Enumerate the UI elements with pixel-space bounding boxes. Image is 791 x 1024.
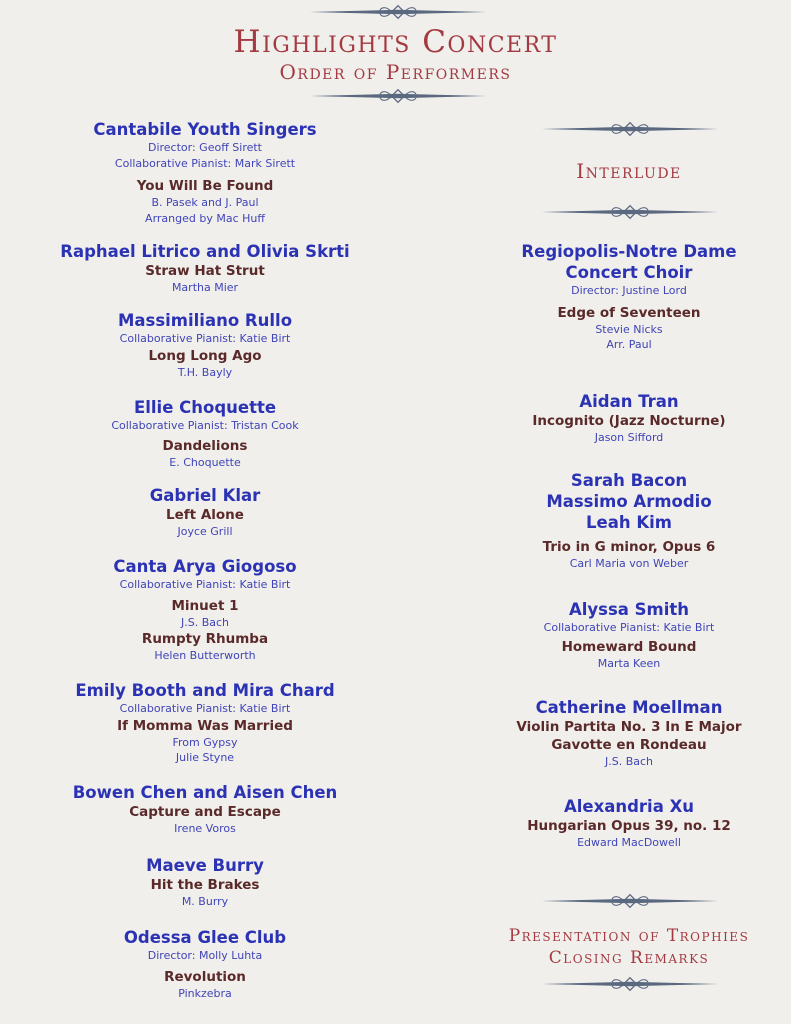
composer-line: B. Pasek and J. Paul [151, 196, 259, 209]
performer-name: Odessa Glee Club [123, 928, 287, 947]
pianist-line: Collaborative Pianist: Mark Sirett [114, 156, 296, 170]
piece-title: Long Long Ago [148, 347, 262, 364]
performer-block [0, 119, 410, 226]
composer-line: Helen Butterworth [154, 649, 256, 662]
piece-title: Trio in G minor, Opus 6 [542, 539, 716, 555]
performer-name: Sarah Bacon [570, 471, 688, 490]
arranger-line: Arr. Paul [606, 338, 652, 351]
performer-name: Raphael Litrico and Olivia Skrti [60, 242, 350, 261]
performer-block [470, 796, 788, 851]
performer-name: Cantabile Youth Singers [93, 120, 317, 139]
piece-title: Capture and Escape [129, 804, 281, 820]
interlude-bottom-ornament-icon [540, 204, 720, 220]
performer-block [0, 310, 410, 380]
performer-name: Alexandria Xu [563, 797, 695, 816]
closing-bottom-ornament-icon [540, 976, 720, 992]
composer-line: T.H. Bayly [177, 365, 233, 379]
performer-block [0, 397, 410, 470]
performer-name: Ellie Choquette [133, 398, 277, 417]
performer-block [0, 782, 410, 837]
work-title: Violin Partita No. 3 In E Major [516, 719, 742, 735]
pianist-line: Collaborative Pianist: Katie Birt [543, 621, 715, 634]
performer-name: Aidan Tran [579, 392, 679, 411]
composer-line: Jason Sifford [594, 431, 664, 444]
pianist-line: Collaborative Pianist: Tristan Cook [111, 419, 299, 432]
piece-title: Incognito (Jazz Nocturne) [532, 413, 726, 429]
performer-block [0, 680, 410, 766]
composer-line: Marta Keen [597, 656, 661, 670]
piece-title: Hungarian Opus 39, no. 12 [527, 818, 731, 834]
performer-name: Leah Kim [586, 513, 672, 532]
pianist-line: Collaborative Pianist: Katie Birt [119, 702, 291, 715]
composer-line: M. Burry [181, 895, 229, 908]
performer-name: Catherine Moellman [535, 698, 723, 717]
arranger-line: Arranged by Mac Huff [145, 211, 265, 225]
performer-name: Canta Arya Giogoso [113, 557, 297, 576]
performer-name: Alyssa Smith [568, 600, 690, 619]
piece-title: Hit the Brakes [150, 877, 260, 893]
director-line: Director: Molly Luhta [147, 949, 263, 962]
concert-title: Highlights Concert [233, 24, 558, 60]
concert-subtitle: Order of Performers [279, 60, 512, 84]
piece-title: Straw Hat Strut [145, 263, 265, 279]
performer-block [0, 855, 410, 910]
composer-line: J.S. Bach [180, 615, 230, 629]
pianist-line: Collaborative Pianist: Katie Birt [119, 578, 291, 591]
performer-block [0, 556, 410, 664]
piece-title: Revolution [164, 968, 246, 985]
performer-block [0, 485, 410, 540]
performer-name: Regiopolis-Notre Dame [521, 242, 737, 261]
composer-line: Edward MacDowell [577, 836, 681, 849]
composer-line: Julie Styne [175, 751, 235, 764]
composer-line: Carl Maria von Weber [569, 557, 689, 570]
piece-title: Minuet 1 [171, 597, 239, 614]
piece-title: Dandelions [162, 437, 248, 454]
performer-block [470, 599, 788, 671]
composer-line: J.S. Bach [604, 755, 654, 768]
interlude-heading: Interlude [576, 159, 682, 183]
performer-name: Maeve Burry [146, 856, 264, 875]
composer-line: Stevie Nicks [595, 322, 663, 336]
director-line: Director: Justine Lord [571, 284, 687, 297]
performer-name: Bowen Chen and Aisen Chen [72, 783, 338, 802]
right-program-column [470, 0, 791, 1024]
performer-name: Concert Choir [565, 263, 693, 282]
interlude-top-ornament-icon [540, 121, 720, 137]
director-line: Director: Geoff Sirett [147, 141, 262, 154]
performer-block [470, 697, 788, 770]
performer-block [0, 241, 410, 296]
pianist-line: Collaborative Pianist: Katie Birt [119, 332, 291, 345]
trophies-heading: Presentation of Trophies [508, 926, 750, 946]
composer-line: Martha Mier [171, 281, 239, 294]
performer-name: Emily Booth and Mira Chard [75, 681, 335, 700]
closing-top-ornament-icon [540, 893, 720, 909]
composer-line: Joyce Grill [177, 525, 233, 538]
performer-block [470, 241, 788, 353]
performer-name: Massimiliano Rullo [117, 311, 293, 330]
piece-title: Rumpty Rhumba [141, 631, 269, 647]
piece-title: Edge of Seventeen [557, 304, 701, 321]
performer-block [0, 927, 410, 1001]
piece-title: Left Alone [166, 507, 244, 523]
performer-block [470, 391, 788, 446]
piece-title: Homeward Bound [561, 638, 697, 655]
closing-remarks-heading: Closing Remarks [548, 948, 710, 968]
performer-name: Massimo Armodio [546, 492, 712, 511]
performer-name: Gabriel Klar [149, 486, 261, 505]
composer-line: Pinkzebra [178, 986, 232, 1000]
piece-title: If Momma Was Married [117, 717, 293, 734]
composer-line: Irene Voros [174, 822, 236, 835]
piece-title: Gavotte en Rondeau [551, 737, 707, 753]
piece-title: You Will Be Found [136, 178, 274, 194]
performer-block [470, 470, 788, 572]
composer-line: E. Choquette [169, 455, 241, 469]
source-line: From Gypsy [172, 735, 238, 749]
